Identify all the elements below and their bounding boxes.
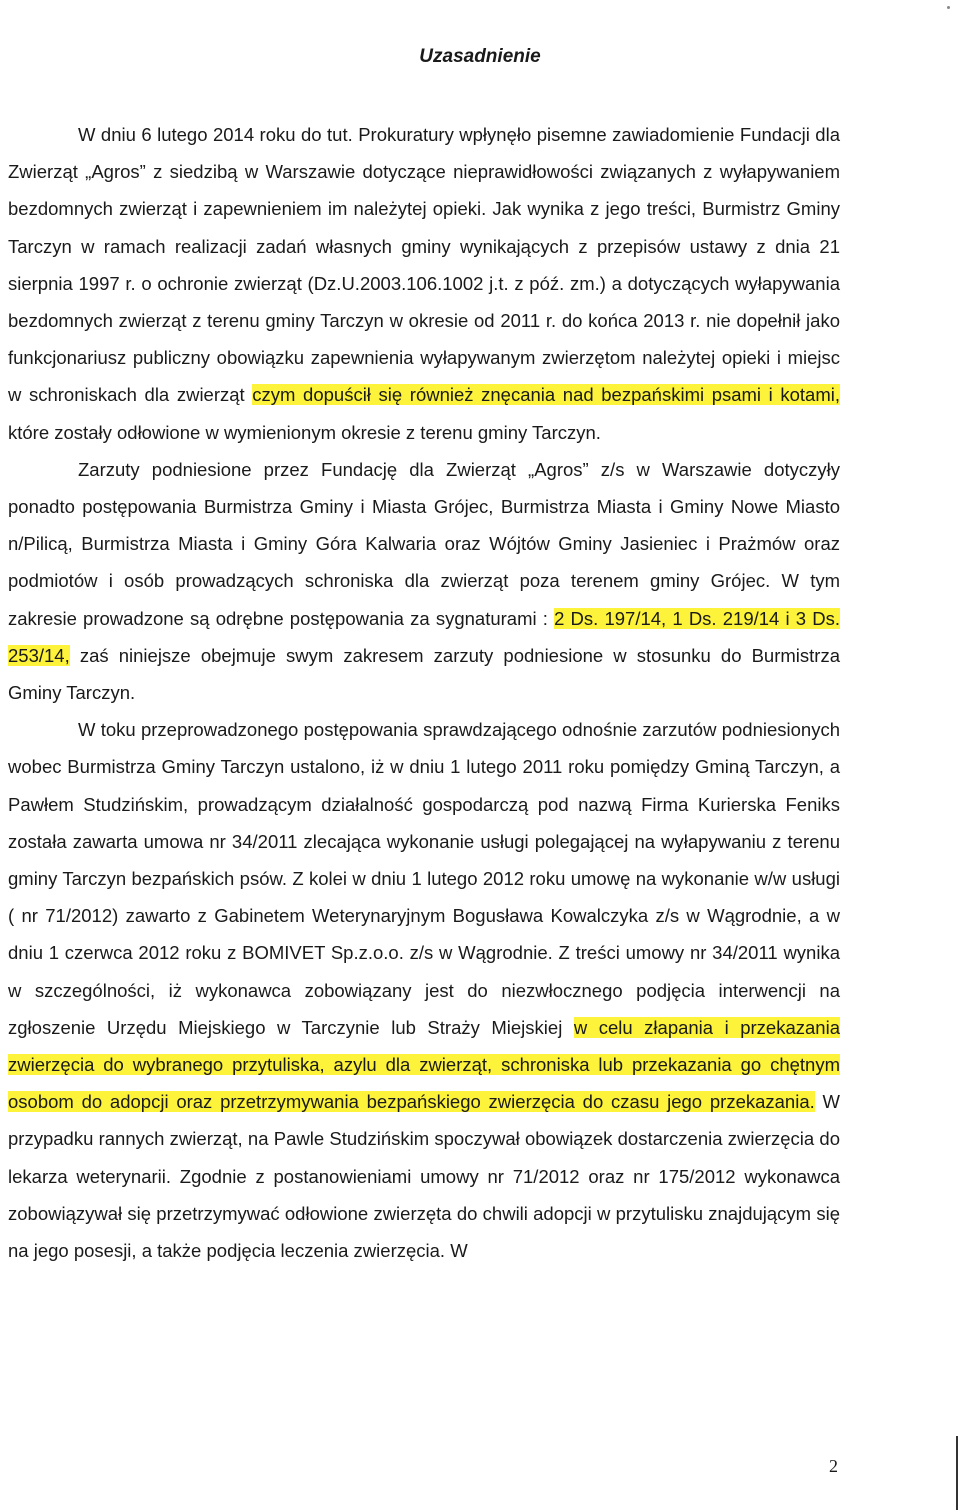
text-segment: które zostały odłowione w wymienionym okresie z terenu gminy Tarczyn. — [8, 421, 601, 443]
text-segment: W dniu 6 lutego 2014 roku do tut. Prokuratury wpłynęło pisemne zawiadomienie Fundacji dla Zwierząt „Agros” z siedzibą w Warszawie dotyczące nieprawidłowości związanych z wyłapywaniem bezdomnych zwierząt i zapewnieniem im należytej opieki. Jak wynika z jego treści, Burmistrz Gminy Tarczyn w ramach realizacji zadań własnych gminy wynikających z przepisów ustawy z dnia 21 sierpnia 1997 r. o ochronie zwierząt (Dz.U.2003.106.1002 j.t. z póź. zm.) a dotyczących wyłapywania bezdomnych zwierząt z terenu gminy Tarczyn w okresie od 2011 r. do końca 2013 r. nie dopełnił jako funkcjonariusz publiczny obowiązku zapewnienia wyłapywanym zwierzętom należytej opieki i miejsc w schroniskach dla zwierząt — [8, 124, 840, 406]
text-segment: Zarzuty podniesione przez Fundację dla Zwierząt „Agros” z/s w Warszawie dotyczyły ponadto postępowania Burmistrza Gminy i Miasta Grójec, Burmistrza Miasta i Gminy Nowe Miasto n/Pilicą, Burmistrza Miasta i Gminy Góra Kalwaria oraz Wójtów Gminy Jasieniec i Prażmów oraz podmiotów i osób prowadzących schroniska dla zwierząt poza terenem gminy Grójec. W tym zakresie prowadzone są odrębne postępowania za sygnaturami : — [8, 458, 840, 629]
page-number: 2 — [829, 1456, 838, 1476]
paragraph — [8, 451, 840, 711]
document-body — [8, 116, 840, 1269]
scan-speck — [947, 6, 950, 9]
document-title: Uzasadnienie — [419, 46, 541, 67]
highlighted-text: czym dopuścił się również znęcania nad bezpańskimi psami i kotami, — [252, 384, 840, 406]
text-segment: W toku przeprowadzonego postępowania sprawdzającego odnośnie zarzutów podniesionych wobec Burmistrza Gminy Tarczyn ustalono, iż w dniu 1 lutego 2011 roku pomiędzy Gminą Tarczyn, a Pawłem Studzińskim, prowadzącym działalność gospodarczą pod nazwą Firma Kurierska Feniks została zawarta umowa nr 34/2011 zlecająca wykonanie usługi polegającej na wyłapywaniu z terenu gminy Tarczyn bezpańskich psów. Z kolei w dniu 1 lutego 2012 roku umowę na wykonanie w/w usługi ( nr 71/2012) zawarto z Gabinetem Weterynaryjnym Bogusława Kowalczyka z/s w Wągrodnie, a w dniu 1 czerwca 2012 roku z BOMIVET Sp.z.o.o. z/s w Wągrodnie. Z treści umowy nr 34/2011 wynika w szczególności, iż wykonawca zobowiązany jest do niezwłocznego podjęcia interwencji na zgłoszenie Urzędu Miejskiego w Tarczynie lub Straży Miejskiej — [8, 719, 840, 1038]
text-segment: W przypadku rannych zwierząt, na Pawle Studzińskim spoczywał obowiązek dostarczenia zwierzęcia do lekarza weterynarii. Zgodnie z postanowieniami umowy nr 71/2012 oraz nr 175/2012 wykonawca zobowiązywał się przetrzymywać odłowione zwierzęta do chwili adopcji w przytulisku znajdującym się na jego posesji, a także podjęcia leczenia zwierzęcia. W — [8, 1091, 840, 1262]
highlighted-text: 2 Ds. 197/14, 1 Ds. 219/14 i 3 Ds. 253/14, — [8, 607, 840, 666]
paragraph — [8, 116, 840, 451]
highlighted-text: w celu złapania i przekazania zwierzęcia do wybranego przytuliska, azylu dla zwierząt, schroniska lub przekazania go chętnym osobom do adopcji oraz przetrzymywania bezpańskiego zwierzęcia do czasu jego przekazania. — [8, 1016, 840, 1113]
text-segment: zaś niniejsze obejmuje swym zakresem zarzuty podniesione w stosunku do Burmistrza Gminy Tarczyn. — [8, 644, 840, 704]
paragraph — [8, 711, 840, 1269]
scan-edge-mark — [956, 1436, 958, 1510]
